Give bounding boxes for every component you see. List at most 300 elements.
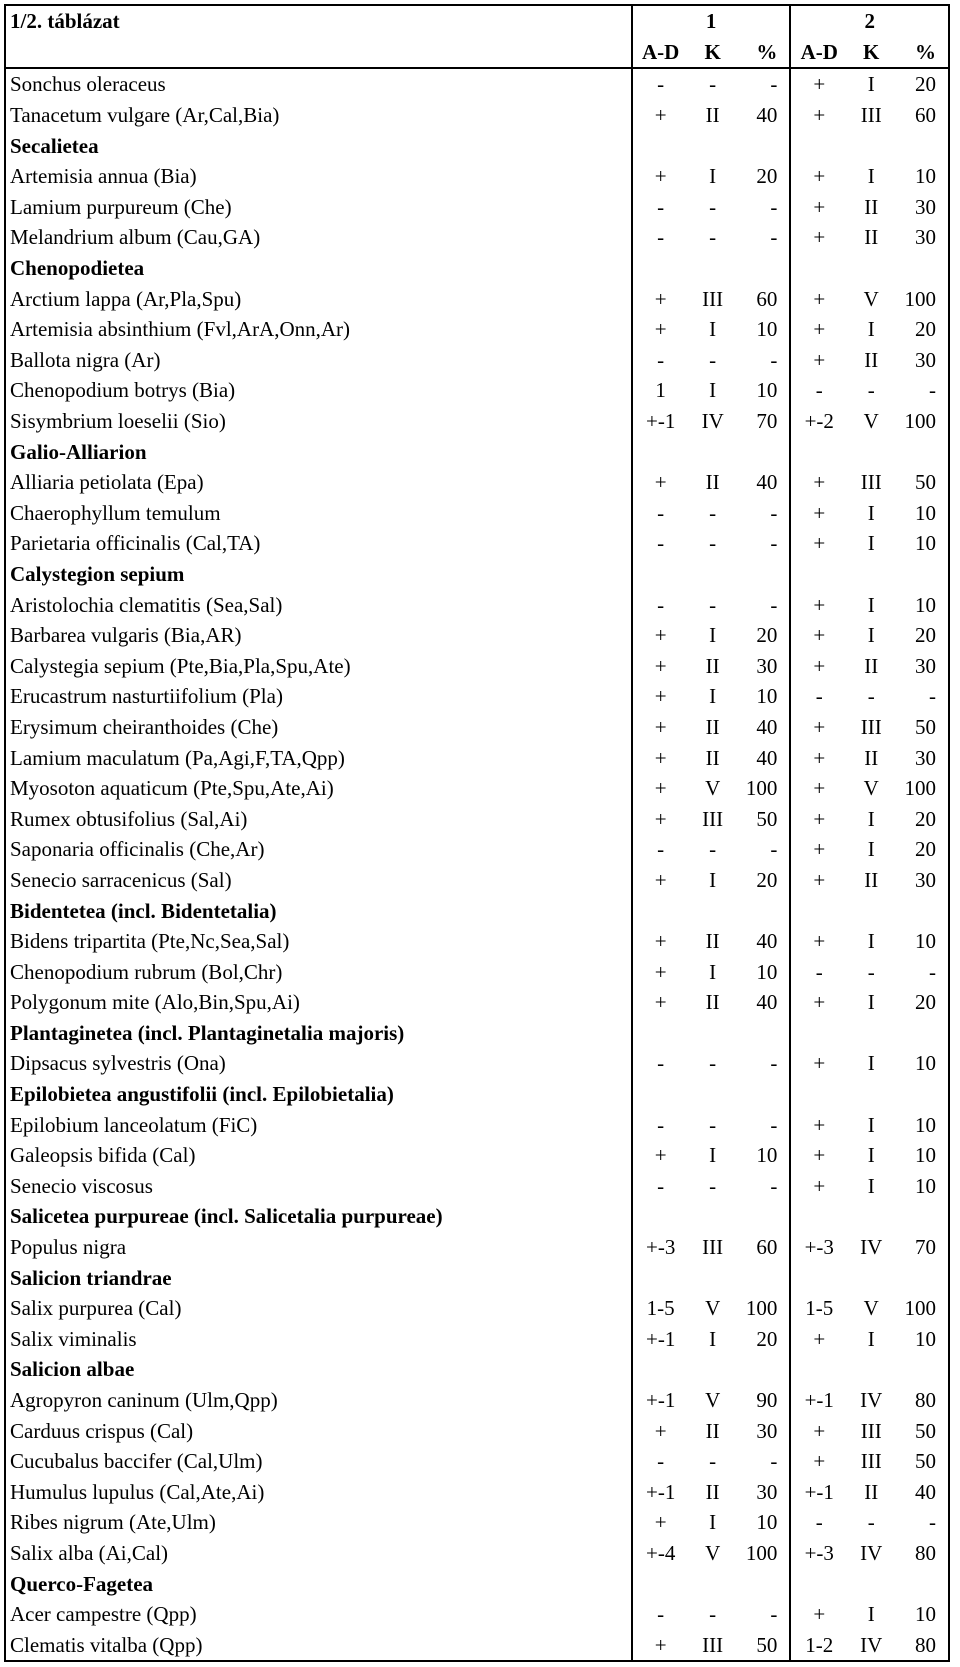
cell-ad-2 <box>790 559 847 590</box>
table-row <box>5 1140 949 1171</box>
table-row <box>5 314 949 345</box>
cell-k-2: I <box>867 72 875 97</box>
cell-k-1: V <box>705 1388 721 1413</box>
table-row <box>5 1048 949 1079</box>
section-row <box>5 1079 949 1110</box>
cell-k-1: - <box>709 1602 717 1627</box>
cell-k-2: II <box>864 653 879 678</box>
cell-ad-1: +-4 <box>632 1538 689 1569</box>
cell-ad-2: + <box>790 926 847 957</box>
cell-ad-1 <box>632 1079 689 1110</box>
cell-pct-2: 10 <box>915 1173 936 1198</box>
cell-ad-2: - <box>790 956 847 987</box>
cell-k-1: I <box>709 378 717 403</box>
species-name: Erysimum cheiranthoides (Che) <box>10 714 279 739</box>
cell-ad-2: + <box>790 1324 847 1355</box>
cell-ad-1: + <box>632 467 689 498</box>
species-name: Ribes nigrum (Ate,Ulm) <box>10 1510 216 1535</box>
cell-pct-1: 20 <box>756 623 778 648</box>
cell-pct-2 <box>895 436 949 467</box>
cell-pct-1: - <box>770 72 778 97</box>
cell-pct-2: 100 <box>904 1296 936 1321</box>
cell-pct-1: 10 <box>756 1143 778 1168</box>
table-row <box>5 865 949 896</box>
cell-k-2 <box>847 1568 895 1599</box>
section-title: Chenopodietea <box>10 256 145 281</box>
cell-pct-1: - <box>770 1051 778 1076</box>
cell-ad-2: + <box>790 345 847 376</box>
cell-pct-2: 20 <box>915 837 936 862</box>
cell-ad-2: + <box>790 589 847 620</box>
cell-k-1: II <box>705 1479 720 1504</box>
cell-pct-1: - <box>770 1173 778 1198</box>
cell-k-1: - <box>709 1173 717 1198</box>
cell-ad-2 <box>790 130 847 161</box>
table-body <box>5 68 949 1661</box>
section-row <box>5 559 949 590</box>
species-name: Epilobium lanceolatum (FiC) <box>10 1112 258 1137</box>
species-name: Chenopodium rubrum (Bol,Chr) <box>10 959 283 984</box>
cell-k-2: II <box>864 347 879 372</box>
cell-ad-1: +-1 <box>632 1324 689 1355</box>
cell-k-1 <box>689 436 737 467</box>
table-row <box>5 1629 949 1661</box>
table-row <box>5 68 949 100</box>
cell-pct-2: 20 <box>915 806 936 831</box>
cell-pct-2: 30 <box>915 194 936 219</box>
cell-pct-2: 10 <box>915 929 936 954</box>
cell-ad-1 <box>632 1201 689 1232</box>
cell-ad-2: + <box>790 620 847 651</box>
species-name: Senecio viscosus <box>10 1173 153 1198</box>
species-name: Artemisia absinthium (Fvl,ArA,Onn,Ar) <box>10 317 351 342</box>
cell-ad-2: + <box>790 1140 847 1171</box>
cell-ad-2: + <box>790 742 847 773</box>
cell-k-2: III <box>860 470 882 495</box>
cell-pct-2: 60 <box>915 103 936 128</box>
cell-pct-2: 30 <box>915 745 936 770</box>
table-row <box>5 1599 949 1630</box>
cell-ad-1: - <box>632 528 689 559</box>
table-row <box>5 100 949 131</box>
cell-k-2: V <box>863 1296 879 1321</box>
cell-pct-1: - <box>770 194 778 219</box>
section-row <box>5 1568 949 1599</box>
cell-pct-2: 100 <box>904 409 936 434</box>
cell-ad-1: + <box>632 620 689 651</box>
cell-k-2: III <box>860 103 882 128</box>
cell-pct-1: 40 <box>756 929 778 954</box>
cell-k-1: V <box>705 1296 721 1321</box>
section-title: Salicion triandrae <box>10 1265 172 1290</box>
cell-k-2 <box>847 1079 895 1110</box>
cell-k-1 <box>689 253 737 284</box>
cell-pct-2: 20 <box>915 990 936 1015</box>
section-row <box>5 1018 949 1049</box>
subheader-ad-2: A-D <box>790 37 847 69</box>
cell-ad-2: + <box>790 192 847 223</box>
table-row <box>5 375 949 406</box>
cell-k-1: I <box>709 684 717 709</box>
cell-ad-2: +-1 <box>790 1477 847 1508</box>
cell-k-1 <box>689 1018 737 1049</box>
table-row <box>5 1415 949 1446</box>
cell-ad-1: + <box>632 650 689 681</box>
species-name: Carduus crispus (Cal) <box>10 1418 194 1443</box>
cell-pct-2: 10 <box>915 1112 936 1137</box>
cell-ad-1: + <box>632 1507 689 1538</box>
cell-ad-2: 1-2 <box>790 1629 847 1661</box>
cell-k-1: - <box>709 500 717 525</box>
cell-ad-1: +-3 <box>632 1232 689 1263</box>
subheader-k-2: K <box>847 37 895 69</box>
cell-k-2 <box>847 253 895 284</box>
species-name: Barbarea vulgaris (Bia,AR) <box>10 623 242 648</box>
cell-ad-2: + <box>790 650 847 681</box>
cell-ad-2: + <box>790 498 847 529</box>
cell-ad-1: - <box>632 1171 689 1202</box>
cell-pct-1 <box>737 1262 791 1293</box>
cell-ad-2 <box>790 1262 847 1293</box>
table-row <box>5 987 949 1018</box>
species-name: Rumex obtusifolius (Sal,Ai) <box>10 806 248 831</box>
cell-k-1: - <box>709 72 717 97</box>
cell-pct-1 <box>737 130 791 161</box>
table-subheader-row <box>5 37 949 69</box>
cell-ad-2: + <box>790 283 847 314</box>
species-name: Erucastrum nasturtiifolium (Pla) <box>10 684 283 709</box>
cell-ad-1: + <box>632 681 689 712</box>
cell-k-2: I <box>867 1173 875 1198</box>
cell-k-2: I <box>867 531 875 556</box>
cell-pct-1: 30 <box>756 1479 778 1504</box>
cell-ad-1 <box>632 895 689 926</box>
cell-pct-1: 90 <box>756 1388 778 1413</box>
cell-k-1: - <box>709 531 717 556</box>
species-name: Cucubalus baccifer (Cal,Ulm) <box>10 1449 263 1474</box>
cell-ad-1: - <box>632 1599 689 1630</box>
cell-pct-1: 10 <box>756 959 778 984</box>
cell-pct-2: 30 <box>915 653 936 678</box>
table-row <box>5 681 949 712</box>
cell-k-2: I <box>867 806 875 831</box>
cell-pct-2: 50 <box>915 714 936 739</box>
cell-ad-2 <box>790 1018 847 1049</box>
cell-pct-1: - <box>770 1112 778 1137</box>
cell-ad-2: + <box>790 1599 847 1630</box>
table-row <box>5 528 949 559</box>
cell-ad-2: + <box>790 987 847 1018</box>
cell-k-1: II <box>705 1418 720 1443</box>
species-name: Sisymbrium loeselii (Sio) <box>10 409 226 434</box>
cell-k-2: - <box>867 1510 875 1535</box>
cell-ad-2: +-2 <box>790 406 847 437</box>
cell-pct-2 <box>895 1201 949 1232</box>
cell-ad-1: - <box>632 1109 689 1140</box>
cell-ad-1 <box>632 1568 689 1599</box>
group-header-1: 1 <box>632 5 791 37</box>
cell-k-2: I <box>867 592 875 617</box>
cell-pct-2: 50 <box>915 1418 936 1443</box>
table-title: 1/2. táblázat <box>10 9 120 34</box>
cell-pct-1 <box>737 253 791 284</box>
cell-pct-2 <box>895 1568 949 1599</box>
subheader-ad-1: A-D <box>632 37 689 69</box>
cell-k-1: - <box>709 347 717 372</box>
table-row <box>5 1538 949 1569</box>
cell-ad-1: + <box>632 742 689 773</box>
cell-k-2 <box>847 1018 895 1049</box>
cell-pct-1: 40 <box>756 990 778 1015</box>
table-row <box>5 650 949 681</box>
cell-k-2: III <box>860 714 882 739</box>
cell-pct-1: 40 <box>756 470 778 495</box>
cell-k-2: I <box>867 1326 875 1351</box>
cell-k-2: I <box>867 929 875 954</box>
cell-k-1: II <box>705 990 720 1015</box>
cell-ad-1: 1-5 <box>632 1293 689 1324</box>
species-name: Parietaria officinalis (Cal,TA) <box>10 531 261 556</box>
cell-pct-1 <box>737 1201 791 1232</box>
cell-pct-1: 60 <box>756 1235 778 1260</box>
cell-ad-2: + <box>790 1415 847 1446</box>
cell-k-2 <box>847 1262 895 1293</box>
cell-k-1 <box>689 1568 737 1599</box>
cell-pct-2 <box>895 895 949 926</box>
section-row <box>5 130 949 161</box>
cell-pct-2: 10 <box>915 1143 936 1168</box>
cell-pct-1: - <box>770 531 778 556</box>
cell-pct-1: - <box>770 225 778 250</box>
cell-pct-1: 60 <box>756 286 778 311</box>
cell-ad-1: - <box>632 1446 689 1477</box>
table-row <box>5 589 949 620</box>
cell-pct-1: - <box>770 500 778 525</box>
species-name: Senecio sarracenicus (Sal) <box>10 867 232 892</box>
subheader-k-1: K <box>689 37 737 69</box>
cell-ad-1 <box>632 1262 689 1293</box>
cell-ad-1: + <box>632 926 689 957</box>
cell-k-2: III <box>860 1449 882 1474</box>
table-row <box>5 161 949 192</box>
cell-ad-1: - <box>632 68 689 100</box>
species-name: Agropyron caninum (Ulm,Qpp) <box>10 1388 278 1413</box>
cell-pct-1: 100 <box>745 776 778 801</box>
cell-pct-2: - <box>929 378 936 403</box>
section-row <box>5 1262 949 1293</box>
phytosociology-table <box>4 4 950 1662</box>
cell-ad-2: +-3 <box>790 1538 847 1569</box>
cell-pct-1: - <box>770 592 778 617</box>
cell-ad-2: + <box>790 865 847 896</box>
cell-pct-2: 80 <box>915 1540 936 1565</box>
cell-pct-1 <box>737 1018 791 1049</box>
cell-ad-1: + <box>632 100 689 131</box>
species-name: Artemisia annua (Bia) <box>10 164 197 189</box>
cell-ad-2: + <box>790 314 847 345</box>
cell-pct-2: 30 <box>915 347 936 372</box>
species-name: Lamium purpureum (Che) <box>10 194 232 219</box>
species-name: Alliaria petiolata (Epa) <box>10 470 204 495</box>
cell-pct-1 <box>737 895 791 926</box>
cell-k-2: II <box>864 745 879 770</box>
cell-k-1: - <box>709 194 717 219</box>
cell-ad-1 <box>632 253 689 284</box>
cell-k-2: IV <box>860 1235 883 1260</box>
table-row <box>5 467 949 498</box>
table-row <box>5 1293 949 1324</box>
species-name: Lamium maculatum (Pa,Agi,F,TA,Qpp) <box>10 745 345 770</box>
cell-k-2: IV <box>860 1540 883 1565</box>
cell-pct-1: 70 <box>756 409 778 434</box>
cell-pct-1: 10 <box>756 684 778 709</box>
cell-ad-1 <box>632 130 689 161</box>
cell-k-1: I <box>709 623 717 648</box>
table-row <box>5 1446 949 1477</box>
cell-k-1: I <box>709 1510 717 1535</box>
subheader-empty <box>5 37 632 69</box>
species-name: Sonchus oleraceus <box>10 72 166 97</box>
species-name: Ballota nigra (Ar) <box>10 347 161 372</box>
cell-ad-1: - <box>632 498 689 529</box>
cell-ad-2 <box>790 1568 847 1599</box>
cell-pct-2: 30 <box>915 867 936 892</box>
cell-pct-2: 10 <box>915 500 936 525</box>
cell-pct-2 <box>895 1354 949 1385</box>
cell-pct-1 <box>737 1079 791 1110</box>
section-row <box>5 1201 949 1232</box>
cell-pct-1: - <box>770 347 778 372</box>
cell-pct-2: 80 <box>915 1632 936 1657</box>
cell-pct-2: 10 <box>915 1602 936 1627</box>
cell-pct-2 <box>895 1018 949 1049</box>
cell-k-2: II <box>864 867 879 892</box>
cell-k-2: I <box>867 623 875 648</box>
cell-pct-1 <box>737 436 791 467</box>
cell-pct-2: 50 <box>915 1449 936 1474</box>
cell-pct-1: 100 <box>745 1540 778 1565</box>
cell-k-2 <box>847 559 895 590</box>
table-row <box>5 345 949 376</box>
cell-pct-1: 30 <box>756 653 778 678</box>
subheader-pct-2: % <box>895 37 949 69</box>
cell-ad-2: - <box>790 1507 847 1538</box>
cell-k-1: II <box>705 653 720 678</box>
section-row <box>5 1354 949 1385</box>
section-row <box>5 895 949 926</box>
cell-k-1: I <box>709 867 717 892</box>
cell-pct-2 <box>895 559 949 590</box>
cell-ad-2: + <box>790 803 847 834</box>
cell-ad-1 <box>632 1018 689 1049</box>
cell-pct-2 <box>895 253 949 284</box>
cell-k-1 <box>689 1354 737 1385</box>
cell-pct-2: 20 <box>915 317 936 342</box>
species-name: Saponaria officinalis (Che,Ar) <box>10 837 265 862</box>
cell-pct-1 <box>737 559 791 590</box>
cell-k-2: IV <box>860 1632 883 1657</box>
section-title: Galio-Alliarion <box>10 439 147 464</box>
cell-k-1: III <box>702 806 724 831</box>
cell-k-1: V <box>705 1540 721 1565</box>
cell-ad-1: +-1 <box>632 406 689 437</box>
group-header-2: 2 <box>790 5 949 37</box>
section-title: Secalietea <box>10 133 99 158</box>
cell-ad-2 <box>790 1354 847 1385</box>
cell-k-2 <box>847 1354 895 1385</box>
table-row <box>5 1477 949 1508</box>
table-row <box>5 283 949 314</box>
cell-pct-1: 20 <box>756 1326 778 1351</box>
cell-ad-1: + <box>632 803 689 834</box>
cell-ad-2: +-1 <box>790 1385 847 1416</box>
cell-pct-1: 40 <box>756 103 778 128</box>
cell-pct-1 <box>737 1354 791 1385</box>
cell-ad-2: + <box>790 68 847 100</box>
section-row <box>5 253 949 284</box>
cell-k-2: I <box>867 1051 875 1076</box>
cell-k-1: V <box>705 776 721 801</box>
cell-pct-2: - <box>929 959 936 984</box>
cell-pct-2: 10 <box>915 1051 936 1076</box>
cell-ad-2 <box>790 895 847 926</box>
cell-ad-2: + <box>790 834 847 865</box>
table-row <box>5 222 949 253</box>
table-row <box>5 956 949 987</box>
cell-k-1: - <box>709 837 717 862</box>
cell-k-1 <box>689 1201 737 1232</box>
cell-k-2 <box>847 130 895 161</box>
cell-pct-2: - <box>929 1510 936 1535</box>
cell-k-1 <box>689 1079 737 1110</box>
cell-ad-2: - <box>790 681 847 712</box>
cell-k-2: II <box>864 194 879 219</box>
table-row <box>5 1385 949 1416</box>
cell-k-1 <box>689 1262 737 1293</box>
cell-pct-1: 40 <box>756 745 778 770</box>
cell-ad-1: - <box>632 589 689 620</box>
cell-k-1 <box>689 130 737 161</box>
cell-pct-1: 20 <box>756 867 778 892</box>
species-name: Populus nigra <box>10 1235 127 1260</box>
cell-ad-2: +-3 <box>790 1232 847 1263</box>
cell-ad-1: + <box>632 314 689 345</box>
cell-k-1: I <box>709 164 717 189</box>
section-title: Salicetea purpureae (incl. Salicetalia purpureae) <box>10 1204 443 1229</box>
cell-pct-1: 40 <box>756 714 778 739</box>
cell-ad-2: + <box>790 161 847 192</box>
cell-pct-2: 10 <box>915 592 936 617</box>
cell-pct-1: - <box>770 1602 778 1627</box>
cell-ad-2: + <box>790 100 847 131</box>
cell-ad-2: + <box>790 467 847 498</box>
cell-ad-1: + <box>632 773 689 804</box>
cell-k-1: II <box>705 745 720 770</box>
cell-ad-1: + <box>632 1629 689 1661</box>
cell-ad-1: + <box>632 956 689 987</box>
cell-ad-1: +-1 <box>632 1385 689 1416</box>
cell-ad-1: +-1 <box>632 1477 689 1508</box>
cell-ad-2: + <box>790 1109 847 1140</box>
species-name: Tanacetum vulgare (Ar,Cal,Bia) <box>10 103 280 128</box>
species-name: Polygonum mite (Alo,Bin,Spu,Ai) <box>10 990 300 1015</box>
cell-ad-1: + <box>632 1140 689 1171</box>
cell-k-2: I <box>867 500 875 525</box>
cell-ad-1: - <box>632 345 689 376</box>
species-name: Galeopsis bifida (Cal) <box>10 1143 196 1168</box>
cell-k-1: - <box>709 1449 717 1474</box>
cell-ad-1: - <box>632 834 689 865</box>
